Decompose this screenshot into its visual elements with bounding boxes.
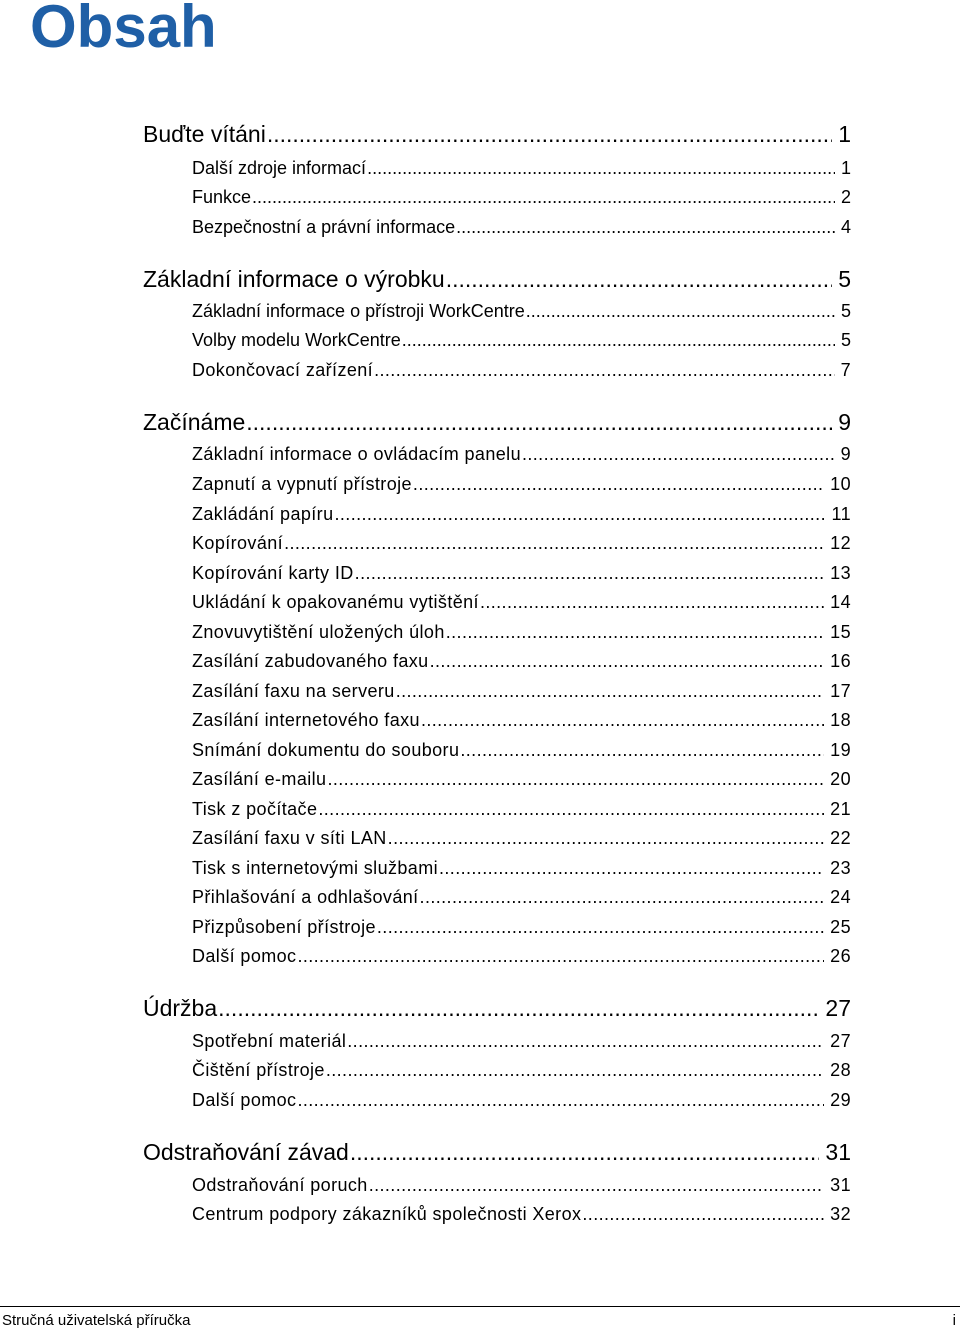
toc-entry[interactable]: Snímání dokumentu do souboru ..... 19 [192, 740, 851, 761]
toc-entry[interactable]: Kopírování ..... 12 [192, 533, 851, 554]
toc-entry[interactable]: Tisk z počítače ..... 21 [192, 799, 851, 820]
toc-entry[interactable]: Zasílání e-mailu ..... 20 [192, 769, 851, 790]
toc-entry[interactable]: Další pomoc ..... 26 [192, 946, 851, 967]
toc-entry[interactable]: Začínáme ..... 9 [143, 409, 851, 436]
toc-entry[interactable]: Zasílání faxu v síti LAN ..... 22 [192, 828, 851, 849]
toc-entry[interactable]: Další zdroje informací ..... 1 [192, 158, 851, 179]
toc-entry[interactable]: Přizpůsobení přístroje ..... 25 [192, 917, 851, 938]
toc-entry[interactable]: Spotřební materiál ..... 27 [192, 1031, 851, 1052]
toc-entry[interactable]: Bezpečnostní a právní informace ..... 4 [192, 217, 851, 238]
toc-entry[interactable]: Dokončovací zařízení ..... 7 [192, 360, 851, 381]
toc-entry[interactable]: Údržba ..... 27 [143, 995, 851, 1022]
toc-entry[interactable]: Zasílání zabudovaného faxu ..... 16 [192, 651, 851, 672]
toc-entry[interactable]: Kopírování karty ID ..... 13 [192, 563, 851, 584]
footer-divider [0, 1306, 960, 1307]
toc-entry[interactable]: Tisk s internetovými službami ..... 23 [192, 858, 851, 879]
toc-entry[interactable]: Odstraňování poruch ..... 31 [192, 1175, 851, 1196]
page-title: Obsah [30, 0, 217, 60]
footer-document-title: Stručná uživatelská příručka [2, 1312, 191, 1329]
toc-entry[interactable]: Přihlašování a odhlašování ..... 24 [192, 887, 851, 908]
toc-entry[interactable]: Zasílání internetového faxu ..... 18 [192, 710, 851, 731]
toc-entry[interactable]: Čištění přístroje ..... 28 [192, 1060, 851, 1081]
toc-entry[interactable]: Funkce ..... 2 [192, 187, 851, 208]
toc-entry[interactable]: Základní informace o výrobku ..... 5 [143, 266, 851, 293]
toc-entry[interactable]: Zakládání papíru ..... 11 [192, 504, 851, 525]
toc-entry[interactable]: Odstraňování závad ..... 31 [143, 1139, 851, 1166]
toc-entry[interactable]: Centrum podpory zákazníků společnosti Xerox ..... 32 [192, 1204, 851, 1225]
footer-page-number: i [952, 1312, 956, 1329]
toc-entry[interactable]: Znovuvytištění uložených úloh ..... 15 [192, 622, 851, 643]
toc-entry[interactable]: Volby modelu WorkCentre ..... 5 [192, 330, 851, 351]
toc-entry[interactable]: Základní informace o přístroji WorkCentre ..... 5 [192, 301, 851, 322]
toc-entry[interactable]: Základní informace o ovládacím panelu ..... 9 [192, 444, 851, 465]
toc-entry[interactable]: Buďte vítáni ..... 1 [143, 121, 851, 148]
toc-entry[interactable]: Další pomoc ..... 29 [192, 1090, 851, 1111]
toc-entry[interactable]: Zasílání faxu na serveru ..... 17 [192, 681, 851, 702]
toc-entry[interactable]: Zapnutí a vypnutí přístroje ..... 10 [192, 474, 851, 495]
toc-entry[interactable]: Ukládání k opakovanému vytištění ..... 14 [192, 592, 851, 613]
